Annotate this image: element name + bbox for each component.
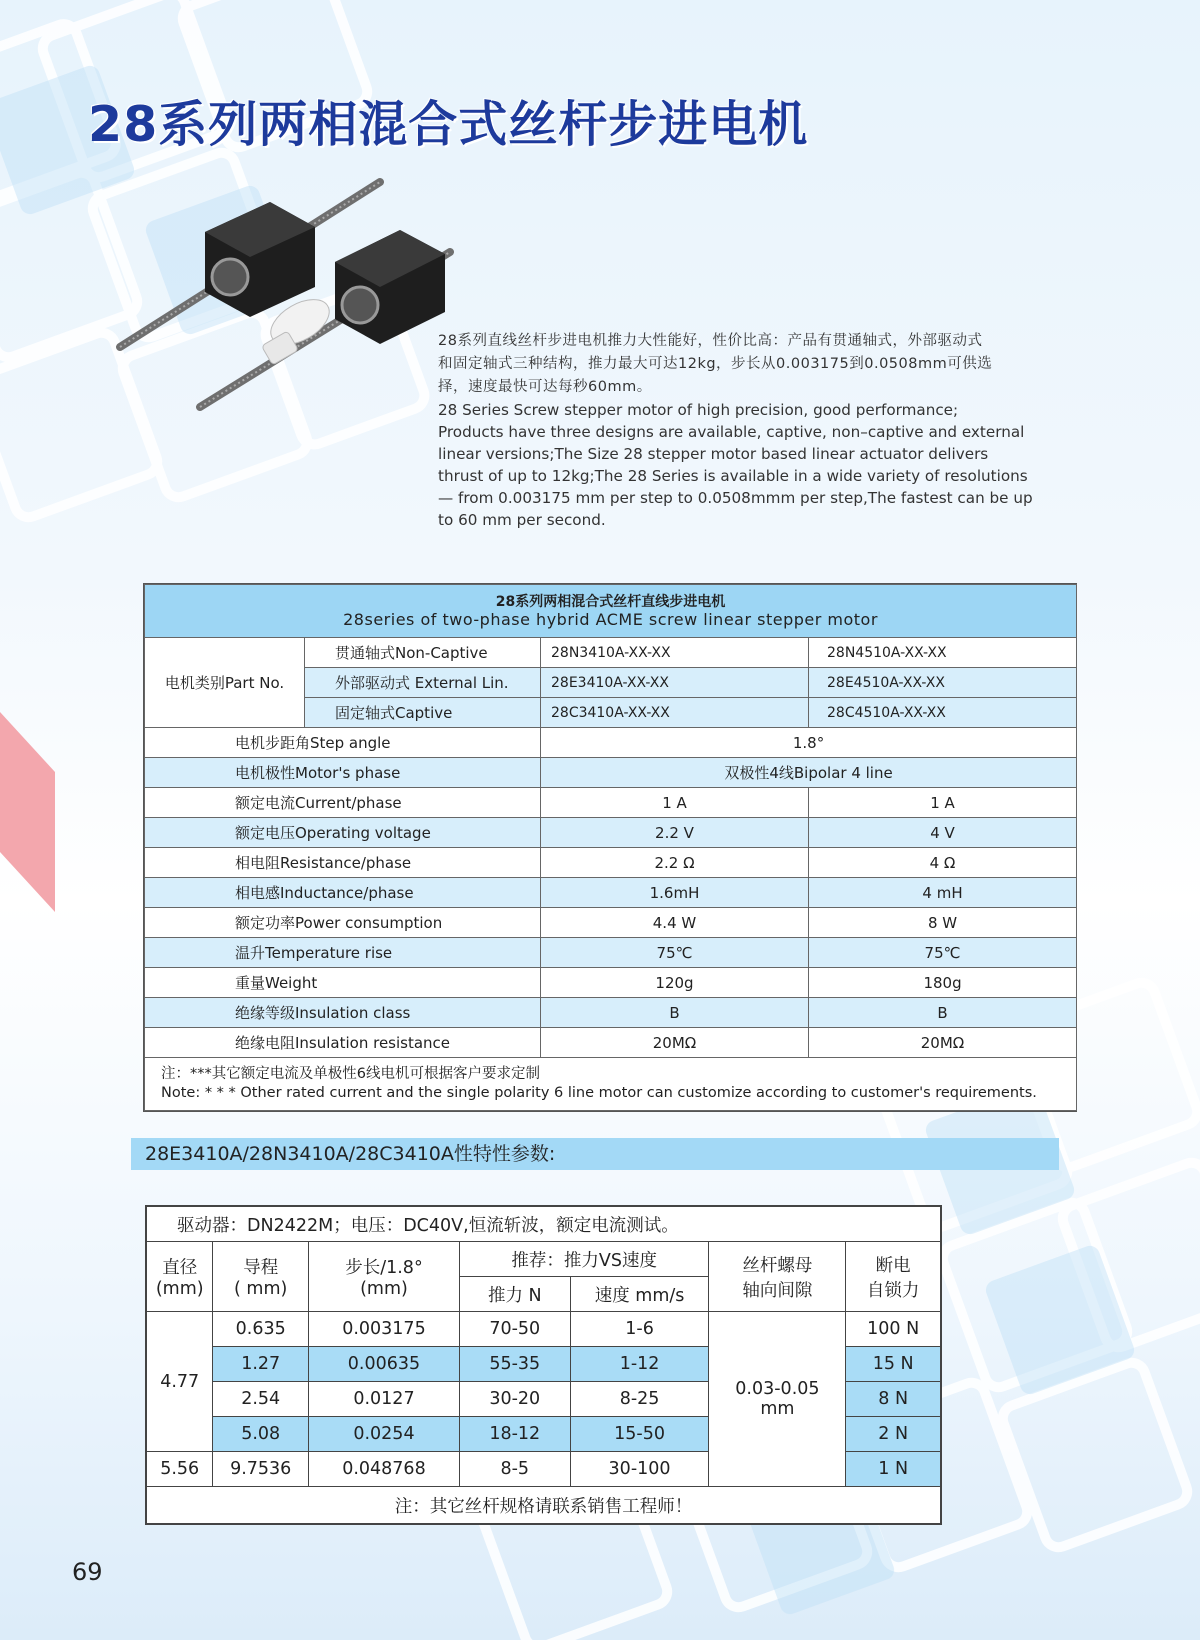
description-cn-line: 和固定轴式三种结构，推力最大可达12kg，步长从0.003175到0.0508mm可供选 [438,356,993,372]
part-number: 28C4510A-XX-XX [809,698,1077,728]
lead-cell: 1.27 [213,1347,309,1382]
header-text: 导程 [243,1258,279,1278]
description-cn-line: 择，速度最快可达每秒60mm。 [438,379,652,395]
part-number: 28N3410A-XX-XX [541,638,809,668]
thrust-cell: 70-50 [459,1312,570,1347]
lead-cell: 9.7536 [213,1452,309,1487]
spec-value: 8 W [809,908,1077,938]
lead-cell: 5.08 [213,1417,309,1452]
spec-label: 相电感Inductance/phase [145,878,541,908]
stepper-motor-image [110,172,470,422]
part-number: 28N4510A-XX-XX [809,638,1077,668]
spec-note [145,1058,1077,1111]
spec-label: 重量Weight [145,968,541,998]
header-unit: (mm) [155,1279,204,1299]
step-angle-value: 1.8° [792,733,825,752]
spec-value: 4 mH [809,878,1077,908]
spec-label: 额定电流Current/phase [145,788,541,818]
speed-cell: 8-25 [570,1382,709,1417]
spec-value: 2.2 Ω [541,848,809,878]
spec-value: B [809,998,1077,1028]
lead-cell: 2.54 [213,1382,309,1417]
diameter-cell: 5.56 [147,1452,213,1487]
step-cell: 0.003175 [309,1312,460,1347]
spec-label: 绝缘等级Insulation class [145,998,541,1028]
spec-label: 电机极性Motor's phase [145,758,541,788]
thrust-cell: 18-12 [459,1417,570,1452]
product-description [438,330,1088,531]
part-no-label: 电机类别Part No. [145,638,305,728]
step-cell: 0.00635 [309,1347,460,1382]
spec-title-cn: 28系列两相混合式丝杆直线步进电机 [495,594,726,610]
part-number: 28C3410A-XX-XX [541,698,809,728]
spec-value: 4 Ω [809,848,1077,878]
spec-value: 双极性4线Bipolar 4 line [541,758,1077,788]
spec-value: 4.4 W [541,908,809,938]
speed-cell: 1-12 [570,1347,709,1382]
backlash-unit: mm [760,1399,795,1419]
step-cell: 0.0127 [309,1382,460,1417]
performance-section-heading: 28E3410A/28N3410A/28C3410A性特性参数: [131,1138,1059,1170]
step-cell: 0.0254 [309,1417,460,1452]
lock-cell: 15 N [846,1347,941,1382]
spec-label: 额定功率Power consumption [145,908,541,938]
header-text: 断电 [875,1255,911,1276]
description-en-line: — from 0.003175 mm per step to 0.0508mmm per step,The fastest can be up [438,489,1033,507]
spec-label: 温升Temperature rise [145,938,541,968]
page-title: 28系列两相混合式丝杆步进电机 [88,96,809,153]
header-text: 直径 [162,1258,198,1278]
spec-note-en: Note: * * * Other rated current and the single polarity 6 line motor can customize according to customer's requirements. [161,1085,1037,1101]
backlash-number: 0.03-0.05 [735,1379,820,1399]
header-unit: ( mm) [234,1279,288,1299]
spec-table-header [145,585,1077,638]
spec-value: 120g [541,968,809,998]
part-type-label: 固定轴式Captive [305,698,541,728]
spec-value: 75℃ [809,938,1077,968]
description-en [438,399,1088,531]
thrust-cell: 30-20 [459,1382,570,1417]
spec-value: 1 A [809,788,1077,818]
header-thrust: 推力 N [459,1277,570,1312]
part-type-label: 贯通轴式Non-Captive [305,638,541,668]
description-en-line: linear versions;The Size 28 stepper motor based linear actuator delivers [438,445,989,463]
lock-cell: 8 N [846,1382,941,1417]
header-text: 自锁力 [866,1280,920,1301]
step-cell: 0.048768 [309,1452,460,1487]
spec-value: 2.2 V [541,818,809,848]
spec-value: 75℃ [541,938,809,968]
lock-cell: 2 N [846,1417,941,1452]
speed-cell: 15-50 [570,1417,709,1452]
description-en-line: thrust of up to 12kg;The 28 Series is available in a wide variety of resolutions [438,467,1028,485]
backlash-value [709,1312,846,1487]
diameter-group: 4.77 [147,1312,213,1452]
part-type-label: 外部驱动式 External Lin. [305,668,541,698]
spec-label: 相电阻Resistance/phase [145,848,541,878]
header-speed: 速度 mm/s [570,1277,709,1312]
description-cn-line: 28系列直线丝杆步进电机推力大性能好，性价比高：产品有贯通轴式，外部驱动式 [438,333,983,349]
test-condition: 驱动器：DN2422M；电压：DC40V,恒流斩波，额定电流测试。 [147,1207,941,1242]
header-lead [213,1242,309,1312]
spec-value: 20MΩ [541,1028,809,1058]
header-step [309,1242,460,1312]
red-side-tab [0,712,60,922]
spec-label: 绝缘电阻Insulation resistance [145,1028,541,1058]
lead-cell: 0.635 [213,1312,309,1347]
part-number: 28E4510A-XX-XX [809,668,1077,698]
description-en-line: Products have three designs are available, captive, non–captive and external [438,423,1025,441]
spec-value: B [541,998,809,1028]
spec-value: 180g [809,968,1077,998]
spec-table [143,583,1077,1112]
spec-value: 1.6mH [541,878,809,908]
description-en-line: to 60 mm per second. [438,511,606,529]
performance-footer-note: 注：其它丝杆规格请联系销售工程师！ [147,1487,941,1524]
thrust-cell: 55-35 [459,1347,570,1382]
header-diameter [147,1242,213,1312]
header-text: 步长/1.8° [345,1258,423,1278]
spec-label: 额定电压Operating voltage [145,818,541,848]
lock-cell: 100 N [846,1312,941,1347]
header-text: 丝杆螺母 [742,1255,813,1276]
header-backlash [709,1242,846,1312]
spec-value: 1 A [541,788,809,818]
page-number: 69 [72,1558,103,1586]
spec-label: 电机步距角Step angle [145,728,541,758]
spec-value: 20MΩ [809,1028,1077,1058]
description-cn [438,330,1088,399]
thrust-cell: 8-5 [459,1452,570,1487]
description-en-line: 28 Series Screw stepper motor of high precision, good performance; [438,401,959,419]
part-number: 28E3410A-XX-XX [541,668,809,698]
header-unit: (mm) [360,1279,408,1299]
spec-value: 4 V [809,818,1077,848]
header-selflock [846,1242,941,1312]
spec-value [541,728,1077,758]
lock-cell: 1 N [846,1452,941,1487]
speed-cell: 30-100 [570,1452,709,1487]
spec-title-en: 28series of two-phase hybrid ACME screw linear stepper motor [343,610,878,629]
speed-cell: 1-6 [570,1312,709,1347]
spec-note-cn: 注：***其它额定电流及单极性6线电机可根据客户要求定制 [161,1066,540,1082]
header-text: 轴向间隙 [742,1280,813,1301]
header-recommend: 推荐：推力VS速度 [459,1242,709,1277]
performance-table [145,1205,942,1525]
